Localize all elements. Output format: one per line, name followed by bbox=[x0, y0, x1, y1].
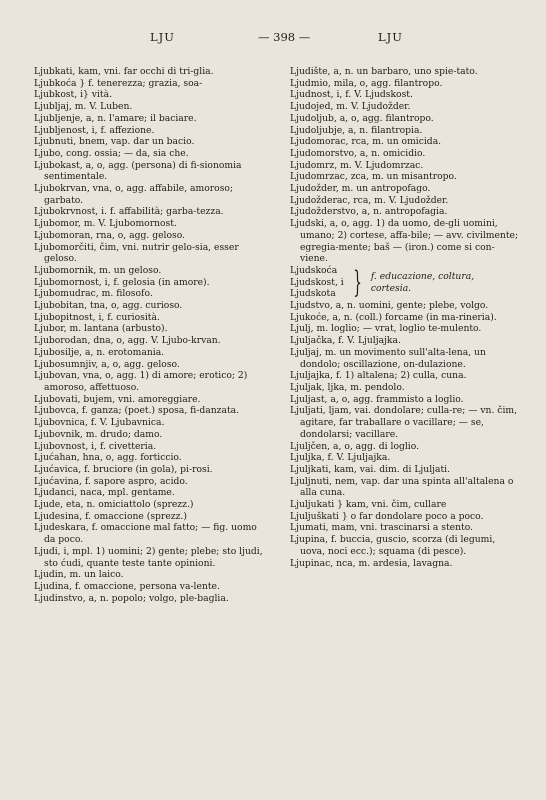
dictionary-entry: Ljuborodan, dna, o, agg. V. Ljubo-krvan. bbox=[34, 335, 221, 347]
dictionary-entry: Ljubosumnjiv, a, o, agg. geloso. bbox=[34, 358, 180, 370]
dictionary-entry: Ljubovati, bujem, vni. amoreggiare. bbox=[34, 393, 201, 405]
dictionary-entry: Ljuljast, a, o, agg. frammisto a loglio. bbox=[290, 393, 464, 405]
dictionary-entry: Ljudoljub, a, o, agg. filantropo. bbox=[290, 112, 434, 124]
dictionary-entry: Ljuljnuti, nem, vap. dar una spinta all'altalena o alla cuna. bbox=[290, 475, 514, 499]
dictionary-entry: Ljubljenje, a, n. l'amare; il baciare. bbox=[34, 112, 197, 124]
dictionary-entry: Ljumati, mam, vni. trascinarsi a stento. bbox=[290, 522, 474, 534]
dictionary-entry: Ljubkati, kam, vni. far occhi di tri-glia. bbox=[34, 66, 214, 77]
grouped-headword: Ljudskoća bbox=[290, 264, 338, 276]
gloss-line: f. educazione, coltura, bbox=[370, 270, 475, 282]
dictionary-entry: Ljubokrvan, vna, o, agg. affabile, amoroso; garbato. bbox=[34, 183, 234, 206]
dictionary-entry: Ljubomornik, m. un geloso. bbox=[34, 264, 162, 276]
grouped-headword: Ljudskost, i bbox=[290, 276, 344, 288]
dictionary-entry: Ljubor, m. lantana (arbusto). bbox=[34, 323, 168, 335]
grouped-entry-headwords bbox=[290, 265, 344, 300]
dictionary-entry: Ljubovca, f. ganza; (poet.) sposa, fi-danzata. bbox=[34, 405, 240, 417]
dictionary-entry: Ljudina, f. omaccione, persona va-lente. bbox=[34, 580, 220, 592]
dictionary-entry: Ljupina, f. buccia, guscio, scorza (di legumi, uova, noci ecc.); squama (di pesce). bbox=[290, 534, 496, 557]
left-column bbox=[34, 66, 270, 604]
dictionary-entry: Ljude, eta, n. omiciattolo (sprezz.) bbox=[34, 499, 194, 511]
dictionary-entry: Ljudanci, naca, mpl. gentame. bbox=[34, 487, 175, 499]
dictionary-entry: Ljubokrvnost, i. f. affabilità; garba-tezza. bbox=[34, 206, 224, 218]
dictionary-entry: Ljubomor, m. V. Ljubomornost. bbox=[34, 218, 177, 230]
dictionary-entry: Ljubkoća } f. tenerezza; grazia, soa- bbox=[34, 77, 203, 89]
dictionary-entry: Ljubosilje, a, n. erotomania. bbox=[34, 346, 165, 358]
dictionary-entry: Ljubomoran, rna, o, agg. geloso. bbox=[34, 229, 186, 241]
dictionary-entry: Ljudožderstvo, a, n. antropofagia. bbox=[290, 206, 448, 218]
dictionary-entry: Ljućahan, hna, o, agg. forticcio. bbox=[34, 452, 182, 464]
dictionary-entry: Ljubljaj, m. V. Luben. bbox=[34, 101, 133, 113]
dictionary-entry: Ljuljaj, m. un movimento sull'alta-lena, un dondolo; oscillazione, on-dulazione. bbox=[290, 346, 486, 370]
dictionary-entry: Ljubovnik, m. drudo; damo. bbox=[34, 428, 163, 440]
grouped-entry-gloss bbox=[371, 271, 474, 294]
dictionary-entry: Ljućavina, f. sapore aspro, acido. bbox=[34, 475, 188, 487]
dictionary-entry: Ljuljuškati } o far dondolare poco a poco. bbox=[290, 510, 484, 522]
dictionary-entry: Ljuljačka, f. V. Ljuljajka. bbox=[290, 335, 401, 347]
dictionary-entry: Ljućavica, f. bruciore (in gola), pi-rosi. bbox=[34, 463, 213, 475]
dictionary-entry: Ljubokast, a, o, agg. (persona) di fi-sionomia sentimentale. bbox=[34, 159, 242, 183]
dictionary-entry: Ljudin, m. un laico. bbox=[34, 569, 124, 581]
dictionary-entry: Ljudožderac, rca, m. V. Ljudožder. bbox=[290, 194, 449, 206]
right-column-entries-top bbox=[290, 66, 522, 265]
grouped-headword: Ljudskota bbox=[290, 288, 336, 300]
dictionary-entry: Ljudomorac, rca, m. un omicida. bbox=[290, 136, 442, 148]
dictionary-entry: Ljubovan, vna, o, agg. 1) di amore; erotico; 2) amoroso, affettuoso. bbox=[34, 370, 248, 393]
brace-symbol: } bbox=[353, 264, 362, 300]
dictionary-entry: Ljubopitnost, i, f. curiosità. bbox=[34, 311, 160, 323]
dictionary-entry: Ljudnost, i, f. V. Ljudskost. bbox=[290, 89, 413, 101]
page-number: — 398 — bbox=[258, 30, 311, 44]
dictionary-entry: Ljubomornost, i, f. gelosia (in amore). bbox=[34, 276, 210, 288]
dictionary-entry: Ljudomrz, m. V. Ljudomrzac. bbox=[290, 159, 424, 171]
dictionary-entry: Ljupinac, nca, m. ardesia, lavagna. bbox=[290, 557, 453, 569]
dictionary-entry: Ljubomorčiti, čim, vni. nutrir gelo-sia, esser geloso. bbox=[34, 241, 239, 265]
dictionary-entry: Ljudesina, f. omaccione (sprezz.) bbox=[34, 510, 187, 522]
dictionary-entry: Ljuljka, f. V. Ljuljajka. bbox=[290, 452, 391, 464]
dictionary-entry: Ljudište, a, n. un barbaro, uno spie-tato. bbox=[290, 66, 478, 77]
right-column-entries-bottom bbox=[290, 300, 522, 569]
page-header bbox=[0, 30, 546, 52]
dictionary-entry: Ljudski, a, o, agg. 1) da uomo, de-gli uomini, umano; 2) cortese, affa-bile; — avv. civilmente; egregia-mente; baš — (iron.) come si con-viene. bbox=[290, 218, 519, 265]
dictionary-entry: Ljuljukati } kam, vni. čim, cullare bbox=[290, 499, 447, 511]
grouped-entry bbox=[290, 265, 522, 300]
dictionary-entry: Ljukoće, a, n. (coll.) forcame (in ma-rineria). bbox=[290, 311, 497, 323]
dictionary-entry: Ljudeskara, f. omaccione mal fatto; — fig. uomo da poco. bbox=[34, 522, 257, 546]
dictionary-entry: Ljubobitan, tna, o, agg. curioso. bbox=[34, 300, 183, 312]
dictionary-entry: Ljuljčen, a, o, agg. di loglio. bbox=[290, 440, 420, 452]
dictionary-entry: Ljudožder, m. un antropofago. bbox=[290, 183, 431, 195]
right-column bbox=[290, 66, 522, 569]
dictionary-entry: Ljudomorstvo, a, n. omicidio. bbox=[290, 147, 426, 159]
dictionary-entry: Ljubljenost, i, f. affezione. bbox=[34, 124, 155, 136]
header-left-guideword: LJU bbox=[150, 30, 175, 44]
dictionary-entry: Ljubo, cong. ossia; — da, sia che. bbox=[34, 147, 189, 159]
dictionary-entry: Ljudi, i, mpl. 1) uomini; 2) gente; plebe; sto ljudi, sto ćudi, quante teste tante opinioni. bbox=[34, 545, 263, 569]
dictionary-entry: Ljudoljubje, a, n. filantropia. bbox=[290, 124, 423, 136]
dictionary-entry: Ljubovnost, i, f. civetteria. bbox=[34, 440, 157, 452]
dictionary-entry: Ljudstvo, a, n. uomini, gente; plebe, volgo. bbox=[290, 300, 489, 312]
dictionary-entry: Ljuljajka, f. 1) altalena; 2) culla, cuna. bbox=[290, 370, 467, 382]
dictionary-entry: Ljulj, m. loglio; — vrat, loglio te-mulento. bbox=[290, 323, 482, 335]
dictionary-entry: Ljudinstvo, a, n. popolo; volgo, ple-baglia. bbox=[34, 592, 229, 604]
dictionary-entry: Ljudomrzac, zca, m. un misantropo. bbox=[290, 171, 457, 183]
dictionary-entry: Ljuljkati, kam, vai. dim. di Ljuljati. bbox=[290, 463, 451, 475]
header-right-guideword: LJU bbox=[378, 30, 403, 44]
dictionary-entry: Ljudmio, mila, o, agg. filantropo. bbox=[290, 77, 443, 89]
dictionary-entry: Ljubnuti, bnem, vap. dar un bacio. bbox=[34, 136, 195, 148]
dictionary-entry: Ljuljak, ljka, m. pendolo. bbox=[290, 381, 405, 393]
gloss-line: cortesia. bbox=[370, 282, 412, 294]
dictionary-entry: Ljudojed, m. V. Ljudožder. bbox=[290, 101, 411, 113]
dictionary-entry: Ljubomudrac, m. filosofo. bbox=[34, 288, 153, 300]
dictionary-entry: Ljubkost, i} vità. bbox=[34, 89, 113, 101]
dictionary-entry: Ljubovnica, f. V. Ljubavnica. bbox=[34, 417, 165, 429]
dictionary-entry: Ljuljati, ljam, vai. dondolare; culla-re; — vn. čim, agitare, far traballare o vacillare; — se, dondolarsi; vacillare. bbox=[290, 405, 518, 440]
